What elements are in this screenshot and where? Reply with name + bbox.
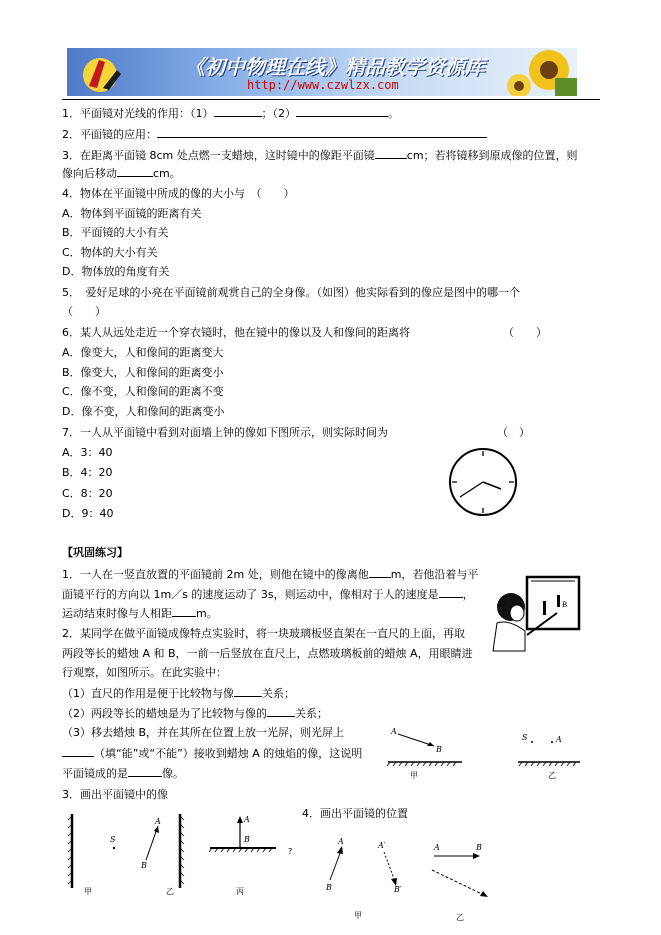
label-s: S <box>522 733 528 742</box>
practice-2-item-1-end: 关系； <box>262 687 295 700</box>
answer-blank[interactable] <box>439 586 463 598</box>
label-s-3: S <box>110 835 116 844</box>
point-s-3 <box>113 847 115 849</box>
question-7-option-d: D．9：40 <box>62 507 114 520</box>
question-4-option-c: C．物体的大小有关 <box>62 246 158 259</box>
practice-2-item-2 <box>62 705 328 721</box>
question-3-text-d: cm。 <box>153 167 181 180</box>
answer-blank[interactable] <box>62 745 94 757</box>
question-6-option-a: A．像变大，人和像间的距离变大 <box>62 346 224 359</box>
practice-1-line-3 <box>62 605 218 621</box>
answer-blank[interactable] <box>214 105 262 117</box>
answer-blank[interactable] <box>157 126 487 138</box>
image-arrow-4b <box>432 870 486 896</box>
practice-3: 3．画出平面镜中的像 <box>62 788 168 801</box>
practice-3-figures <box>62 810 302 896</box>
caption-yi-4: 乙 <box>456 913 464 922</box>
label-a-4: A <box>338 837 344 846</box>
candle-a <box>543 601 546 615</box>
caption-jia-4: 甲 <box>354 911 362 920</box>
practice-2-item-1-text: （1）直尺的作用是便于比较物与像 <box>62 687 234 700</box>
question-mark: ? <box>288 847 293 856</box>
practice-1-text: 1．一人在一竖直放置的平面镜前 2m 处，则他在镜中的像离他 <box>62 568 369 581</box>
question-6: 6．某人从远处走近一个穿衣镜时，他在镜中的像以及人和像间的距离将 <box>62 326 410 339</box>
question-1-text: 1．平面镜对光线的作用：（1） <box>62 107 214 120</box>
caption-yi: 乙 <box>548 771 556 780</box>
sunflower-icon <box>507 50 577 96</box>
mirror-frame <box>527 577 579 629</box>
label-b-3: B <box>141 861 147 870</box>
practice-1-line-1 <box>62 566 478 582</box>
practice-1-text-b: m，若他沿着与平 <box>390 568 479 581</box>
label-b: B <box>436 745 442 754</box>
banner-title: 《初中物理在线》精品教学资源库 <box>185 55 485 79</box>
practice-1-text-f: m。 <box>196 607 218 620</box>
practice-1-text-d: ， <box>462 588 474 601</box>
clock-hour-hand <box>483 482 501 489</box>
question-2 <box>62 126 487 142</box>
answer-blank[interactable] <box>128 765 162 777</box>
practice-2-item-1 <box>62 685 295 701</box>
question-3-line-2 <box>62 165 181 181</box>
answer-blank[interactable] <box>267 705 295 717</box>
header-banner <box>67 48 577 96</box>
question-3-text: 3．在距离平面镜 8cm 处点燃一支蜡烛，这时镜中的像距平面镜 <box>62 149 375 162</box>
answer-blank[interactable] <box>375 147 407 159</box>
label-b-4: B <box>326 883 332 892</box>
label-a-4b: A <box>434 843 440 852</box>
question-6-paren: （ ） <box>503 326 547 339</box>
question-3-line-1 <box>62 147 578 163</box>
label-a-bing: A <box>244 815 250 824</box>
person-face <box>510 605 524 621</box>
label-b-bing: B <box>244 835 250 844</box>
question-1-sep: ；（2） <box>261 107 296 120</box>
section-heading: 【巩固练习】 <box>62 546 128 559</box>
mirror-experiment-figure <box>487 573 583 653</box>
question-7: 7．一人从平面镜中看到对面墙上钟的像如下图所示，则实际时间为 <box>62 426 388 439</box>
arrow-head-4 <box>337 846 343 854</box>
question-6-option-d: D．像不变，人和像间的距离变小 <box>62 405 225 418</box>
clock-minute-hand <box>460 482 483 497</box>
clock-figure <box>443 447 523 517</box>
arrow-head-image-4b <box>480 891 488 897</box>
question-3-text-b: cm；若将镜移到原成像的位置，则 <box>406 149 578 162</box>
practice-4-figures <box>316 834 496 924</box>
answer-blank[interactable] <box>117 165 153 177</box>
practice-1-text-c: 面镜平行的方向以 1m／s 的速度运动了 3s，则运动中，像相对于人的速度是 <box>62 588 439 601</box>
practice-4: 4．画出平面镜的位置 <box>302 807 408 820</box>
candle-b-label: B <box>562 601 568 609</box>
practice-2-item-3-line-2 <box>62 745 362 761</box>
practice-1-text-e: 运动结束时像与人相距 <box>62 607 172 620</box>
banner-url[interactable]: http://www.czwlzx.com <box>247 78 399 92</box>
point-s <box>531 741 533 743</box>
candle-b <box>557 595 560 607</box>
question-7-option-a: A．3：40 <box>62 446 113 459</box>
practice-2-line-3: 行观察，如图所示。在此实验中： <box>62 666 227 679</box>
header-rule <box>62 99 600 100</box>
label-a: A <box>391 727 397 736</box>
answer-blank[interactable] <box>234 685 262 697</box>
question-4-option-a: A．物体到平面镜的距离有关 <box>62 207 202 220</box>
question-1-end: 。 <box>388 107 399 120</box>
practice-2-item-2-text: （2）两段等长的蜡烛是为了比较物与像的 <box>62 707 267 720</box>
answer-blank[interactable] <box>296 105 388 117</box>
caption-bing: 丙 <box>236 887 244 896</box>
caption-jia-3: 甲 <box>84 887 92 896</box>
label-a-2: A <box>556 735 562 744</box>
practice-2-line-1: 2．某同学在做平面镜成像特点实验时，将一块玻璃板竖直架在一直尺的上面，再取 <box>62 627 465 640</box>
question-7-paren: （ ） <box>497 426 530 439</box>
question-3-text-c: 像向后移动 <box>62 167 117 180</box>
point-a <box>551 741 553 743</box>
question-7-option-c: C．8：20 <box>62 487 113 500</box>
practice-2-line-2: 两段等长的蜡烛 A 和 B，一前一后竖放在直尺上，点燃玻璃板前的蜡烛 A，用眼睛进 <box>62 647 473 660</box>
practice-2-item-3: （3）移去蜡烛 B，并在其所在位置上放一光屏，则光屏上 <box>62 726 345 739</box>
question-6-option-b: B．像变大，人和像间的距离变小 <box>62 366 224 379</box>
arrow-head-bing <box>237 816 243 823</box>
practice-2-item-3-text-d: 像。 <box>162 767 184 780</box>
practice-1-line-2 <box>62 586 474 602</box>
label-b-4b: B <box>476 843 482 852</box>
label-b-prime: B′ <box>394 885 402 894</box>
caption-jia: 甲 <box>410 771 418 780</box>
practice-2-item-3-line-3 <box>62 765 184 781</box>
label-a-3: A <box>155 817 161 826</box>
question-2-text: 2．平面镜的应用： <box>62 128 157 141</box>
arrow-head-3 <box>154 826 159 833</box>
practice-2-item-3-text: （填“能”或“不能”）接收到蜡烛 A 的烛焰的像，这说明 <box>94 747 363 760</box>
reflection-figures <box>382 718 582 782</box>
question-4-option-d: D．物体放的角度有关 <box>62 265 170 278</box>
label-a-prime: A′ <box>378 841 386 850</box>
caption-yi-3: 乙 <box>166 887 174 896</box>
question-7-option-b: B．4：20 <box>62 466 113 479</box>
practice-2-item-2-end: 关系； <box>295 707 328 720</box>
practice-2-item-3-text-c: 平面镜成的是 <box>62 767 128 780</box>
question-5-paren: （ ） <box>62 305 106 318</box>
question-5: 5． 爱好足球的小亮在平面镜前观赏自己的全身像。（如图）他实际看到的像应是图中的哪一个 <box>62 286 520 299</box>
answer-blank[interactable] <box>369 566 391 578</box>
question-4-option-b: B．平面镜的大小有关 <box>62 226 169 239</box>
answer-blank[interactable] <box>172 605 196 617</box>
question-6-option-c: C．像不变，人和像间的距离不变 <box>62 385 224 398</box>
question-4: 4．物体在平面镜中所成的像的大小与 （ ） <box>62 187 295 200</box>
person-body <box>493 622 525 651</box>
arrow-head-4b <box>473 853 480 859</box>
question-1 <box>62 105 399 121</box>
